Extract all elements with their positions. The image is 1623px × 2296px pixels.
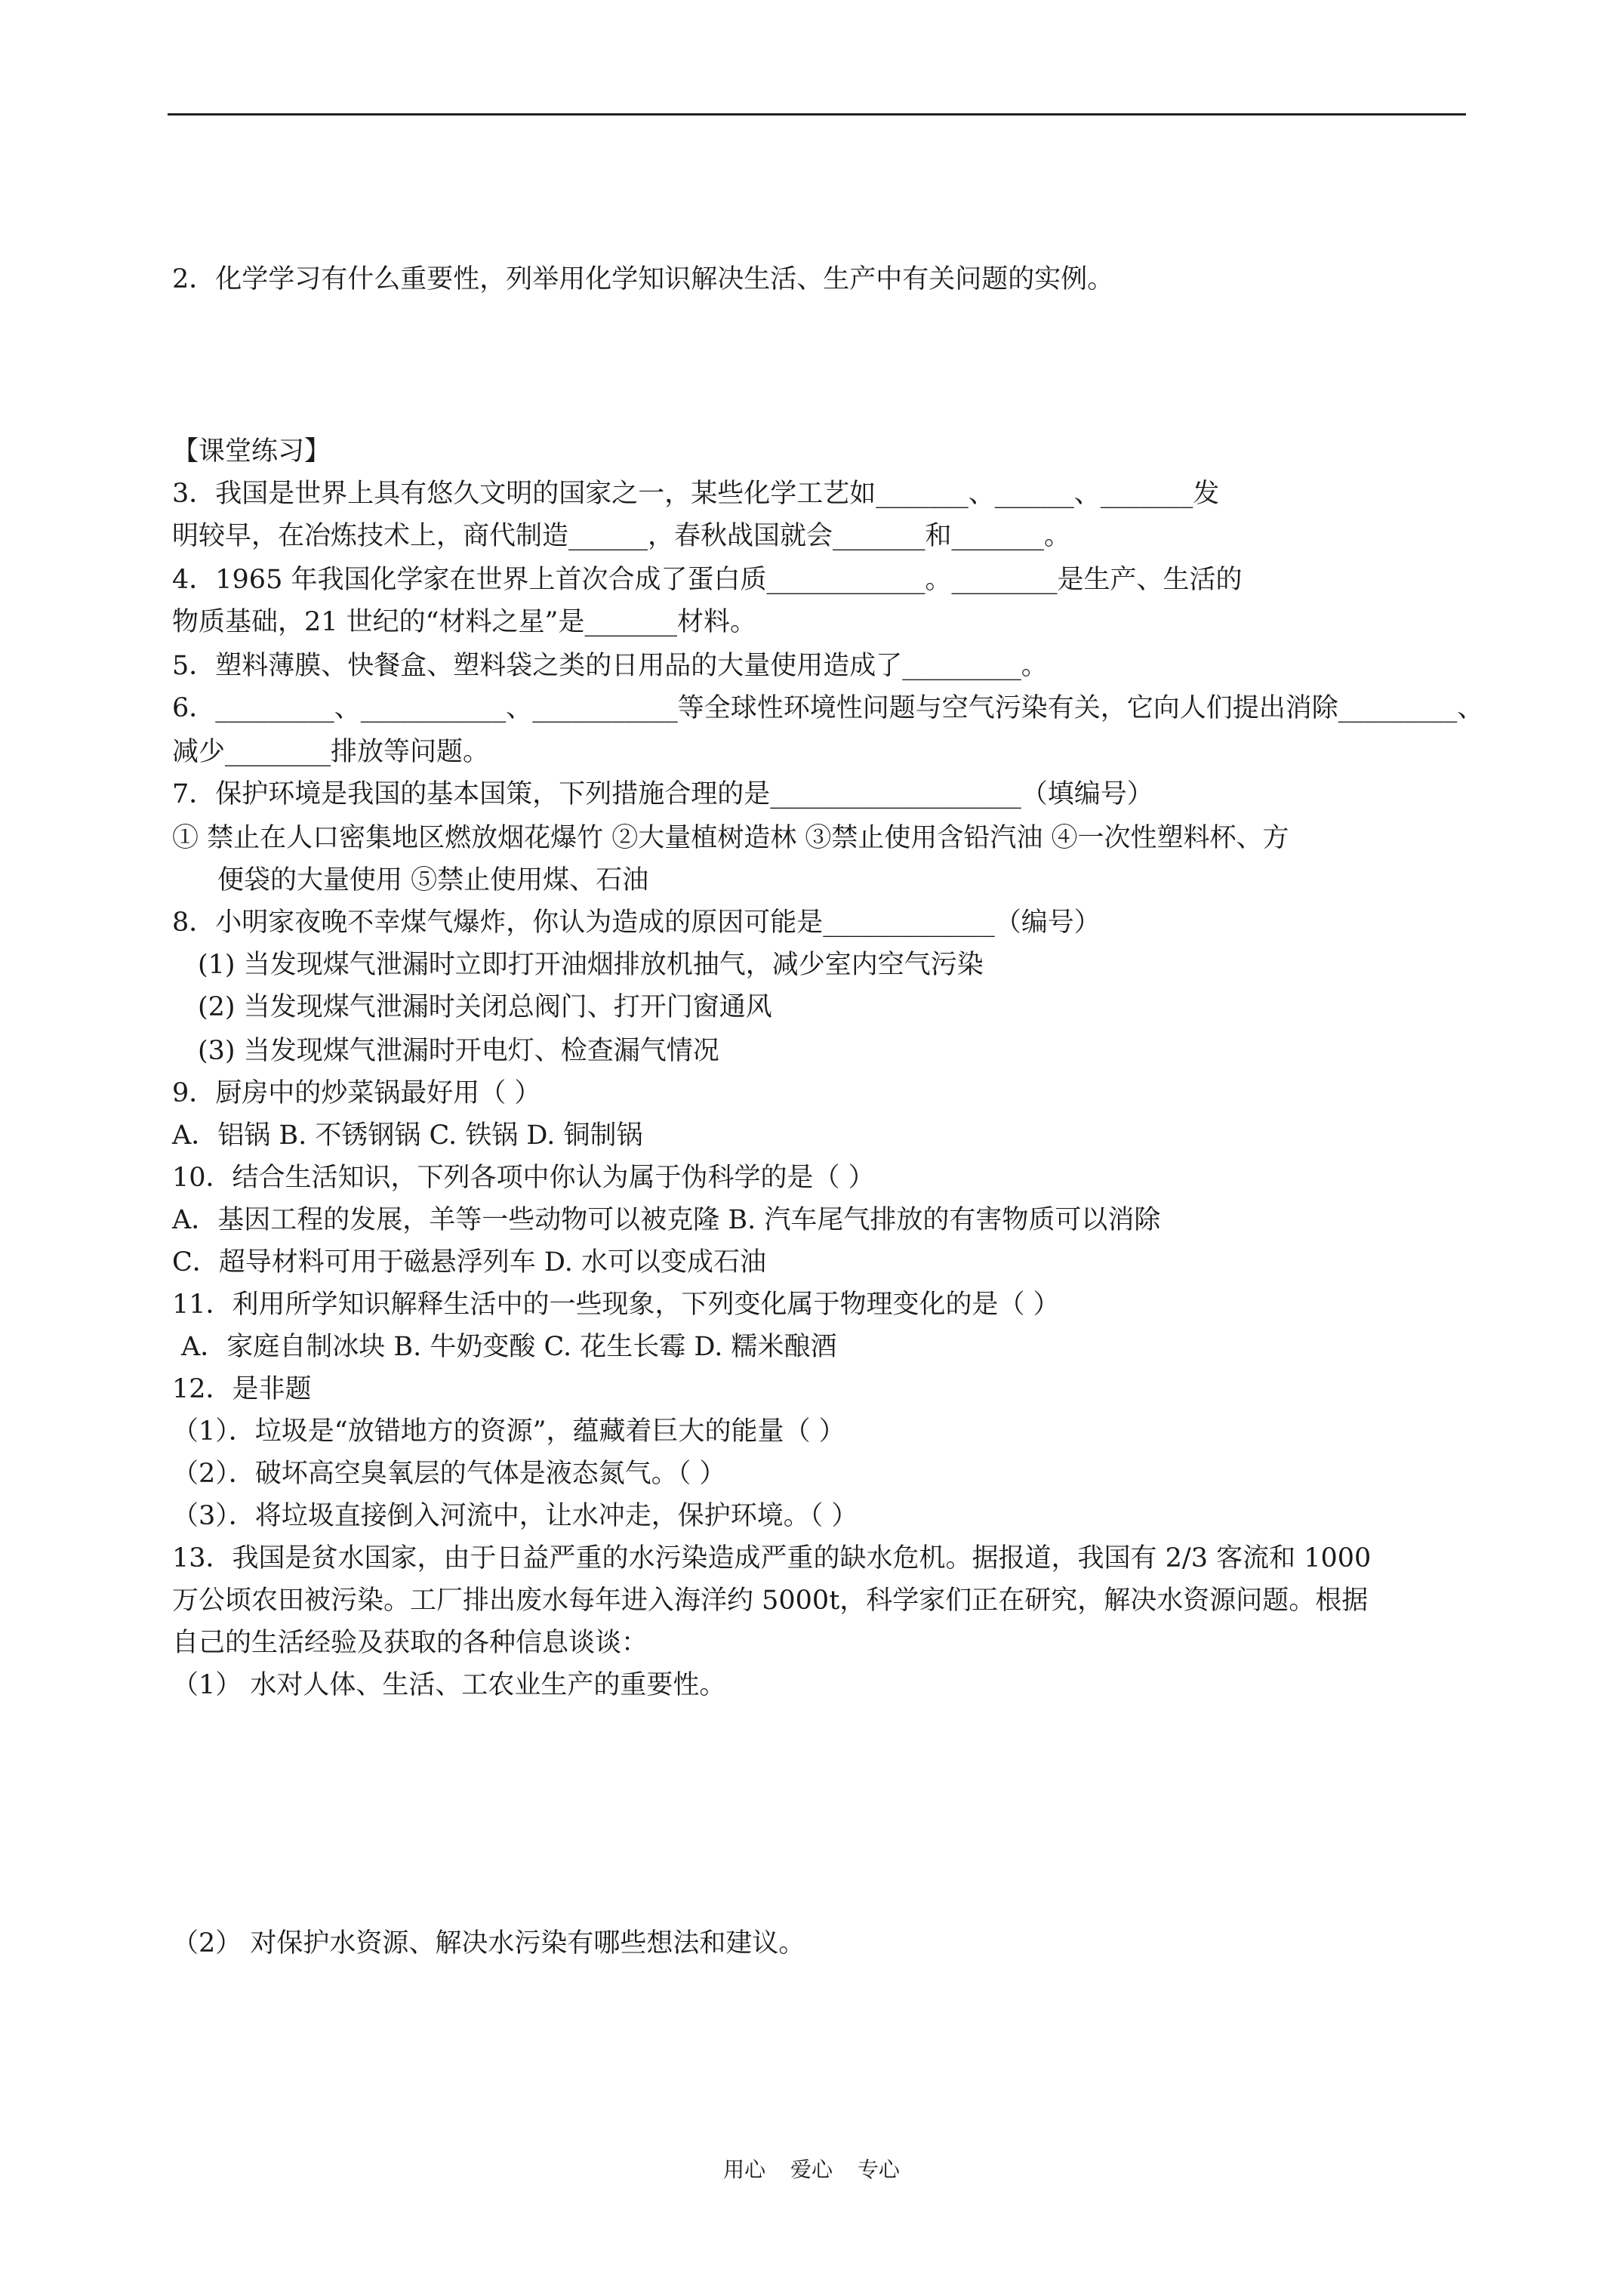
question-13-line-2: 万公顷农田被污染。工厂排出废水每年进入海洋约 5000t，科学家们正在研究，解决水资源问题。根据 (172, 1586, 1369, 1616)
question-3-line-1: 3．我国是世界上具有悠久文明的国家之一，某些化学工艺如_______、______、_______发 (172, 479, 1220, 509)
question-11-options: A．家庭自制冰块 B. 牛奶变酸 C. 花生长霉 D. 糯米酿酒 (181, 1332, 837, 1362)
question-7-options-1: ① 禁止在人口密集地区燃放烟花爆竹 ②大量植树造林 ③禁止使用含铅汽油 ④一次性塑料杯、方 (172, 823, 1289, 853)
page-footer: 用心 爱心 专心 (723, 2157, 900, 2182)
question-13-sub-1: （1） 水对人体、生活、工农业生产的重要性。 (172, 1670, 726, 1700)
question-10-options-ab: A．基因工程的发展，羊等一些动物可以被克隆 B. 汽车尾气排放的有害物质可以消除 (172, 1205, 1161, 1235)
question-4-line-2: 物质基础，21 世纪的“材料之星”是_______材料。 (172, 607, 756, 637)
question-8-item-1: (1) 当发现煤气泄漏时立即打开油烟排放机抽气，减少室内空气污染 (198, 950, 984, 980)
question-7-options-2: 便袋的大量使用 ⑤禁止使用煤、石油 (217, 865, 649, 895)
question-8-item-3: (3) 当发现煤气泄漏时开电灯、检查漏气情况 (198, 1036, 719, 1066)
question-3-line-2: 明较早，在冶炼技术上，商代制造______，春秋战国就会_______和_______。 (172, 521, 1071, 551)
question-9-options: A．铝锅 B. 不锈钢锅 C. 铁锅 D. 铜制锅 (172, 1120, 643, 1151)
question-13-line-1: 13．我国是贫水国家，由于日益严重的水污染造成严重的缺水危机。据报道，我国有 2/3 客流和 1000 (172, 1543, 1372, 1573)
header-rule (168, 113, 1466, 116)
section-title: 【课堂练习】 (172, 436, 331, 467)
question-4-line-1: 4．1965 年我国化学家在世界上首次合成了蛋白质____________。________是生产、生活的 (172, 565, 1243, 595)
question-12-item-2: （2）．破坏高空臭氧层的气体是液态氮气。（ ） (172, 1459, 726, 1489)
question-9-stem: 9．厨房中的炒菜锅最好用（ ） (172, 1078, 541, 1108)
question-10-options-cd: C．超导材料可用于磁悬浮列车 D. 水可以变成石油 (172, 1247, 766, 1277)
question-6-line-2: 减少________排放等问题。 (172, 737, 490, 767)
question-7-stem: 7．保护环境是我国的基本国策，下列措施合理的是___________________（填编号） (172, 779, 1153, 809)
question-8-stem: 8．小明家夜晚不幸煤气爆炸，你认为造成的原因可能是_____________（编号） (172, 908, 1101, 938)
question-5: 5．塑料薄膜、快餐盒、塑料袋之类的日用品的大量使用造成了_________。 (172, 651, 1048, 681)
question-11-stem: 11．利用所学知识解释生活中的一些现象，下列变化属于物理变化的是（ ） (172, 1290, 1060, 1320)
question-12-stem: 12．是非题 (172, 1374, 312, 1404)
question-6-line-1: 6．_________、___________、___________等全球性环境性问题与空气污染有关，它向人们提出消除_________、 (172, 693, 1484, 723)
question-10-stem: 10．结合生活知识，下列各项中你认为属于伪科学的是（ ） (172, 1163, 875, 1193)
question-13-sub-2: （2） 对保护水资源、解决水污染有哪些想法和建议。 (172, 1928, 805, 1959)
question-2: 2．化学学习有什么重要性，列举用化学知识解决生活、生产中有关问题的实例。 (172, 264, 1114, 294)
question-8-item-2: (2) 当发现煤气泄漏时关闭总阀门、打开门窗通风 (198, 992, 772, 1022)
question-12-item-1: （1）．垃圾是“放错地方的资源”，蕴藏着巨大的能量（ ） (172, 1416, 845, 1447)
question-13-line-3: 自己的生活经验及获取的各种信息谈谈： (172, 1628, 648, 1658)
question-12-item-3: （3）．将垃圾直接倒入河流中，让水冲走，保护环境。（ ） (172, 1501, 858, 1531)
